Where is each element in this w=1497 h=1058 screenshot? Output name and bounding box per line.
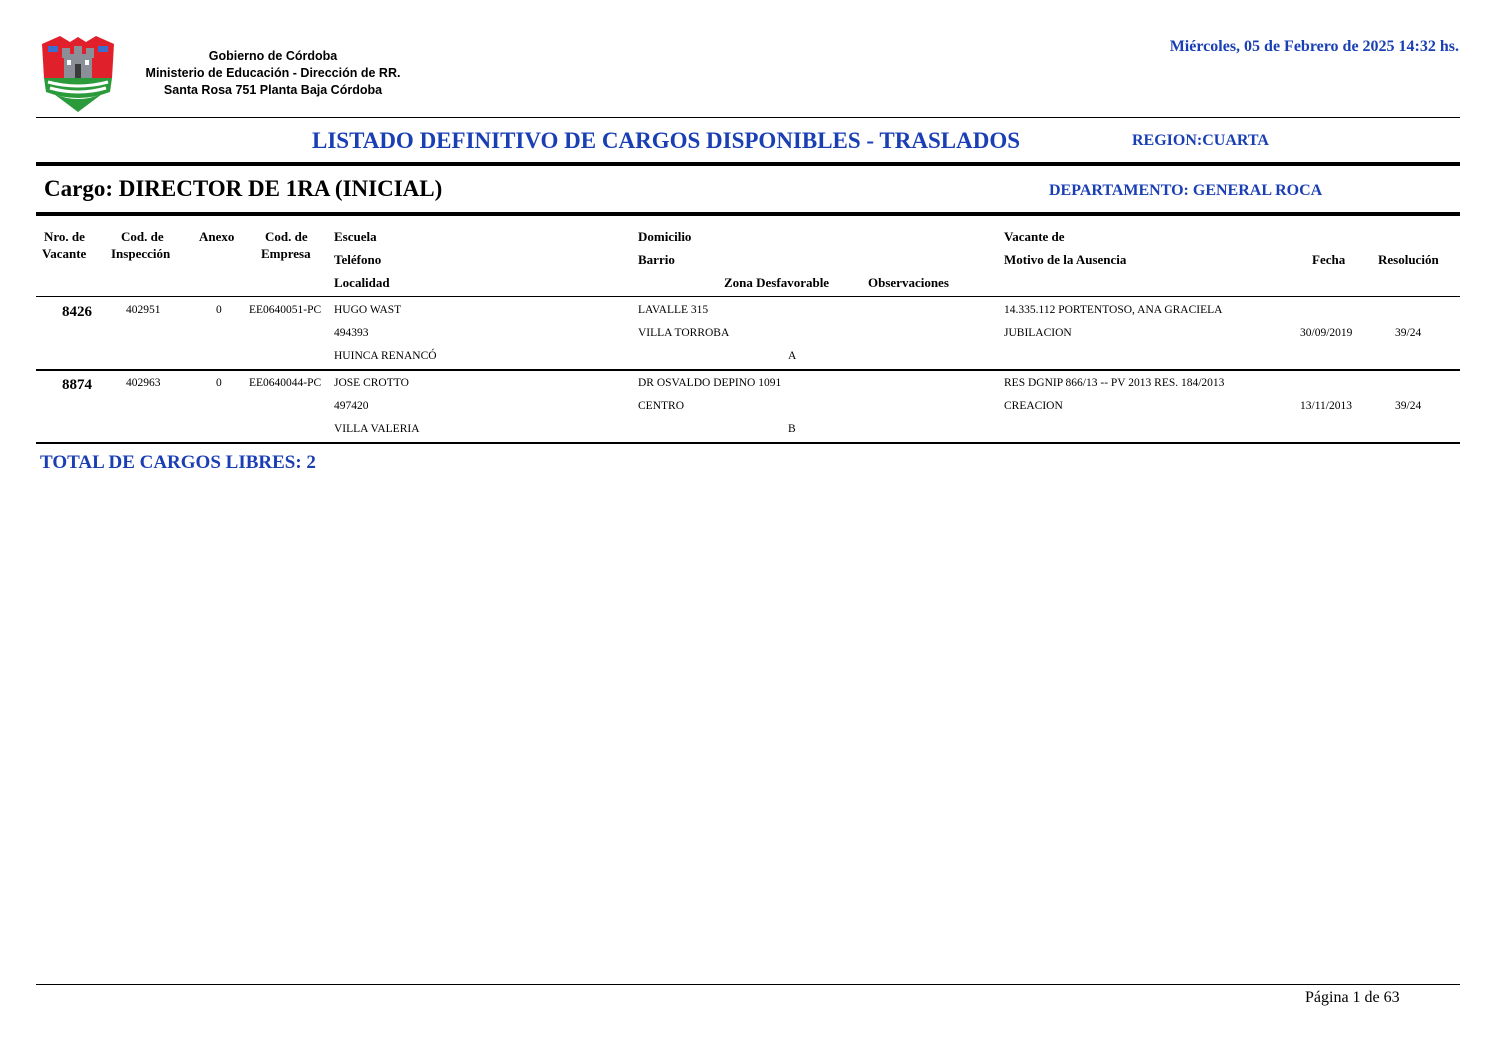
row-zona: B [788,423,796,435]
row-anexo: 0 [216,377,222,389]
col-emp-2: Empresa [261,246,311,261]
row-fecha: 30/09/2019 [1300,327,1353,339]
col-nro-2: Vacante [42,246,87,261]
row-nro: 8426 [62,304,92,320]
row-anexo: 0 [216,304,222,316]
org-line-1: Gobierno de Córdoba [208,49,338,63]
header-divider [36,117,1460,118]
region-label: REGION:CUARTA [1132,132,1269,149]
row-divider [36,369,1460,371]
row-inspeccion: 402951 [126,304,161,316]
col-vacante-de: Vacante de [1004,229,1065,244]
row-fecha: 13/11/2013 [1300,400,1352,412]
table-bottom-divider [36,442,1460,444]
col-barrio: Barrio [638,252,675,267]
row-zona: A [788,350,797,362]
footer-divider [36,984,1460,985]
report-datetime: Miércoles, 05 de Febrero de 2025 14:32 hs. [1169,38,1459,55]
row-localidad: VILLA VALERIA [334,423,420,435]
departamento-label: DEPARTAMENTO: GENERAL ROCA [1049,182,1323,199]
col-telefono: Teléfono [334,252,382,267]
row-escuela: JOSE CROTTO [334,377,409,389]
col-localidad: Localidad [334,275,390,290]
col-motivo: Motivo de la Ausencia [1004,252,1127,267]
row-nro: 8874 [62,377,92,393]
col-observaciones: Observaciones [868,275,949,290]
col-fecha: Fecha [1312,252,1346,267]
cordoba-coat-of-arms-icon [40,34,116,114]
row-motivo: JUBILACION [1004,327,1072,339]
col-emp-1: Cod. de [265,229,308,244]
row-domicilio: DR OSVALDO DEPINO 1091 [638,377,782,389]
total-cargos-libres: TOTAL DE CARGOS LIBRES: 2 [40,452,316,473]
header-bottom-divider [36,296,1460,297]
col-resolucion: Resolución [1378,252,1439,267]
row-resolucion: 39/24 [1395,400,1422,412]
row-empresa: EE0640044-PC [249,377,322,389]
row-domicilio: LAVALLE 315 [638,304,709,316]
row-escuela: HUGO WAST [334,304,402,316]
row-telefono: 497420 [334,400,369,412]
row-empresa: EE0640051-PC [249,304,322,316]
row-barrio: VILLA TORROBA [638,327,730,339]
report-title: LISTADO DEFINITIVO DE CARGOS DISPONIBLES - TRASLADOS [312,128,1021,153]
row-motivo: CREACION [1004,400,1063,412]
table-top-divider [36,212,1460,216]
col-escuela: Escuela [334,229,377,244]
cargo-heading: Cargo: DIRECTOR DE 1RA (INICIAL) [44,176,443,201]
col-insp-1: Cod. de [121,229,164,244]
row-resolucion: 39/24 [1395,327,1422,339]
org-line-2: Ministerio de Educación - Dirección de RR. [145,66,401,80]
title-divider [36,162,1460,166]
row-vacante-de: RES DGNIP 866/13 -- PV 2013 RES. 184/2013 [1004,377,1225,389]
row-localidad: HUINCA RENANCÓ [334,350,437,362]
col-nro-1: Nro. de [44,229,85,244]
row-vacante-de: 14.335.112 PORTENTOSO, ANA GRACIELA [1004,304,1223,316]
col-insp-2: Inspección [111,246,171,261]
row-telefono: 494393 [334,327,369,339]
org-line-3: Santa Rosa 751 Planta Baja Córdoba [163,83,383,97]
row-inspeccion: 402963 [126,377,161,389]
col-domicilio: Domicilio [638,229,692,244]
row-barrio: CENTRO [638,400,684,412]
col-anexo: Anexo [199,229,235,244]
page-number: Página 1 de 63 [1305,989,1400,1006]
col-zona: Zona Desfavorable [724,275,830,290]
